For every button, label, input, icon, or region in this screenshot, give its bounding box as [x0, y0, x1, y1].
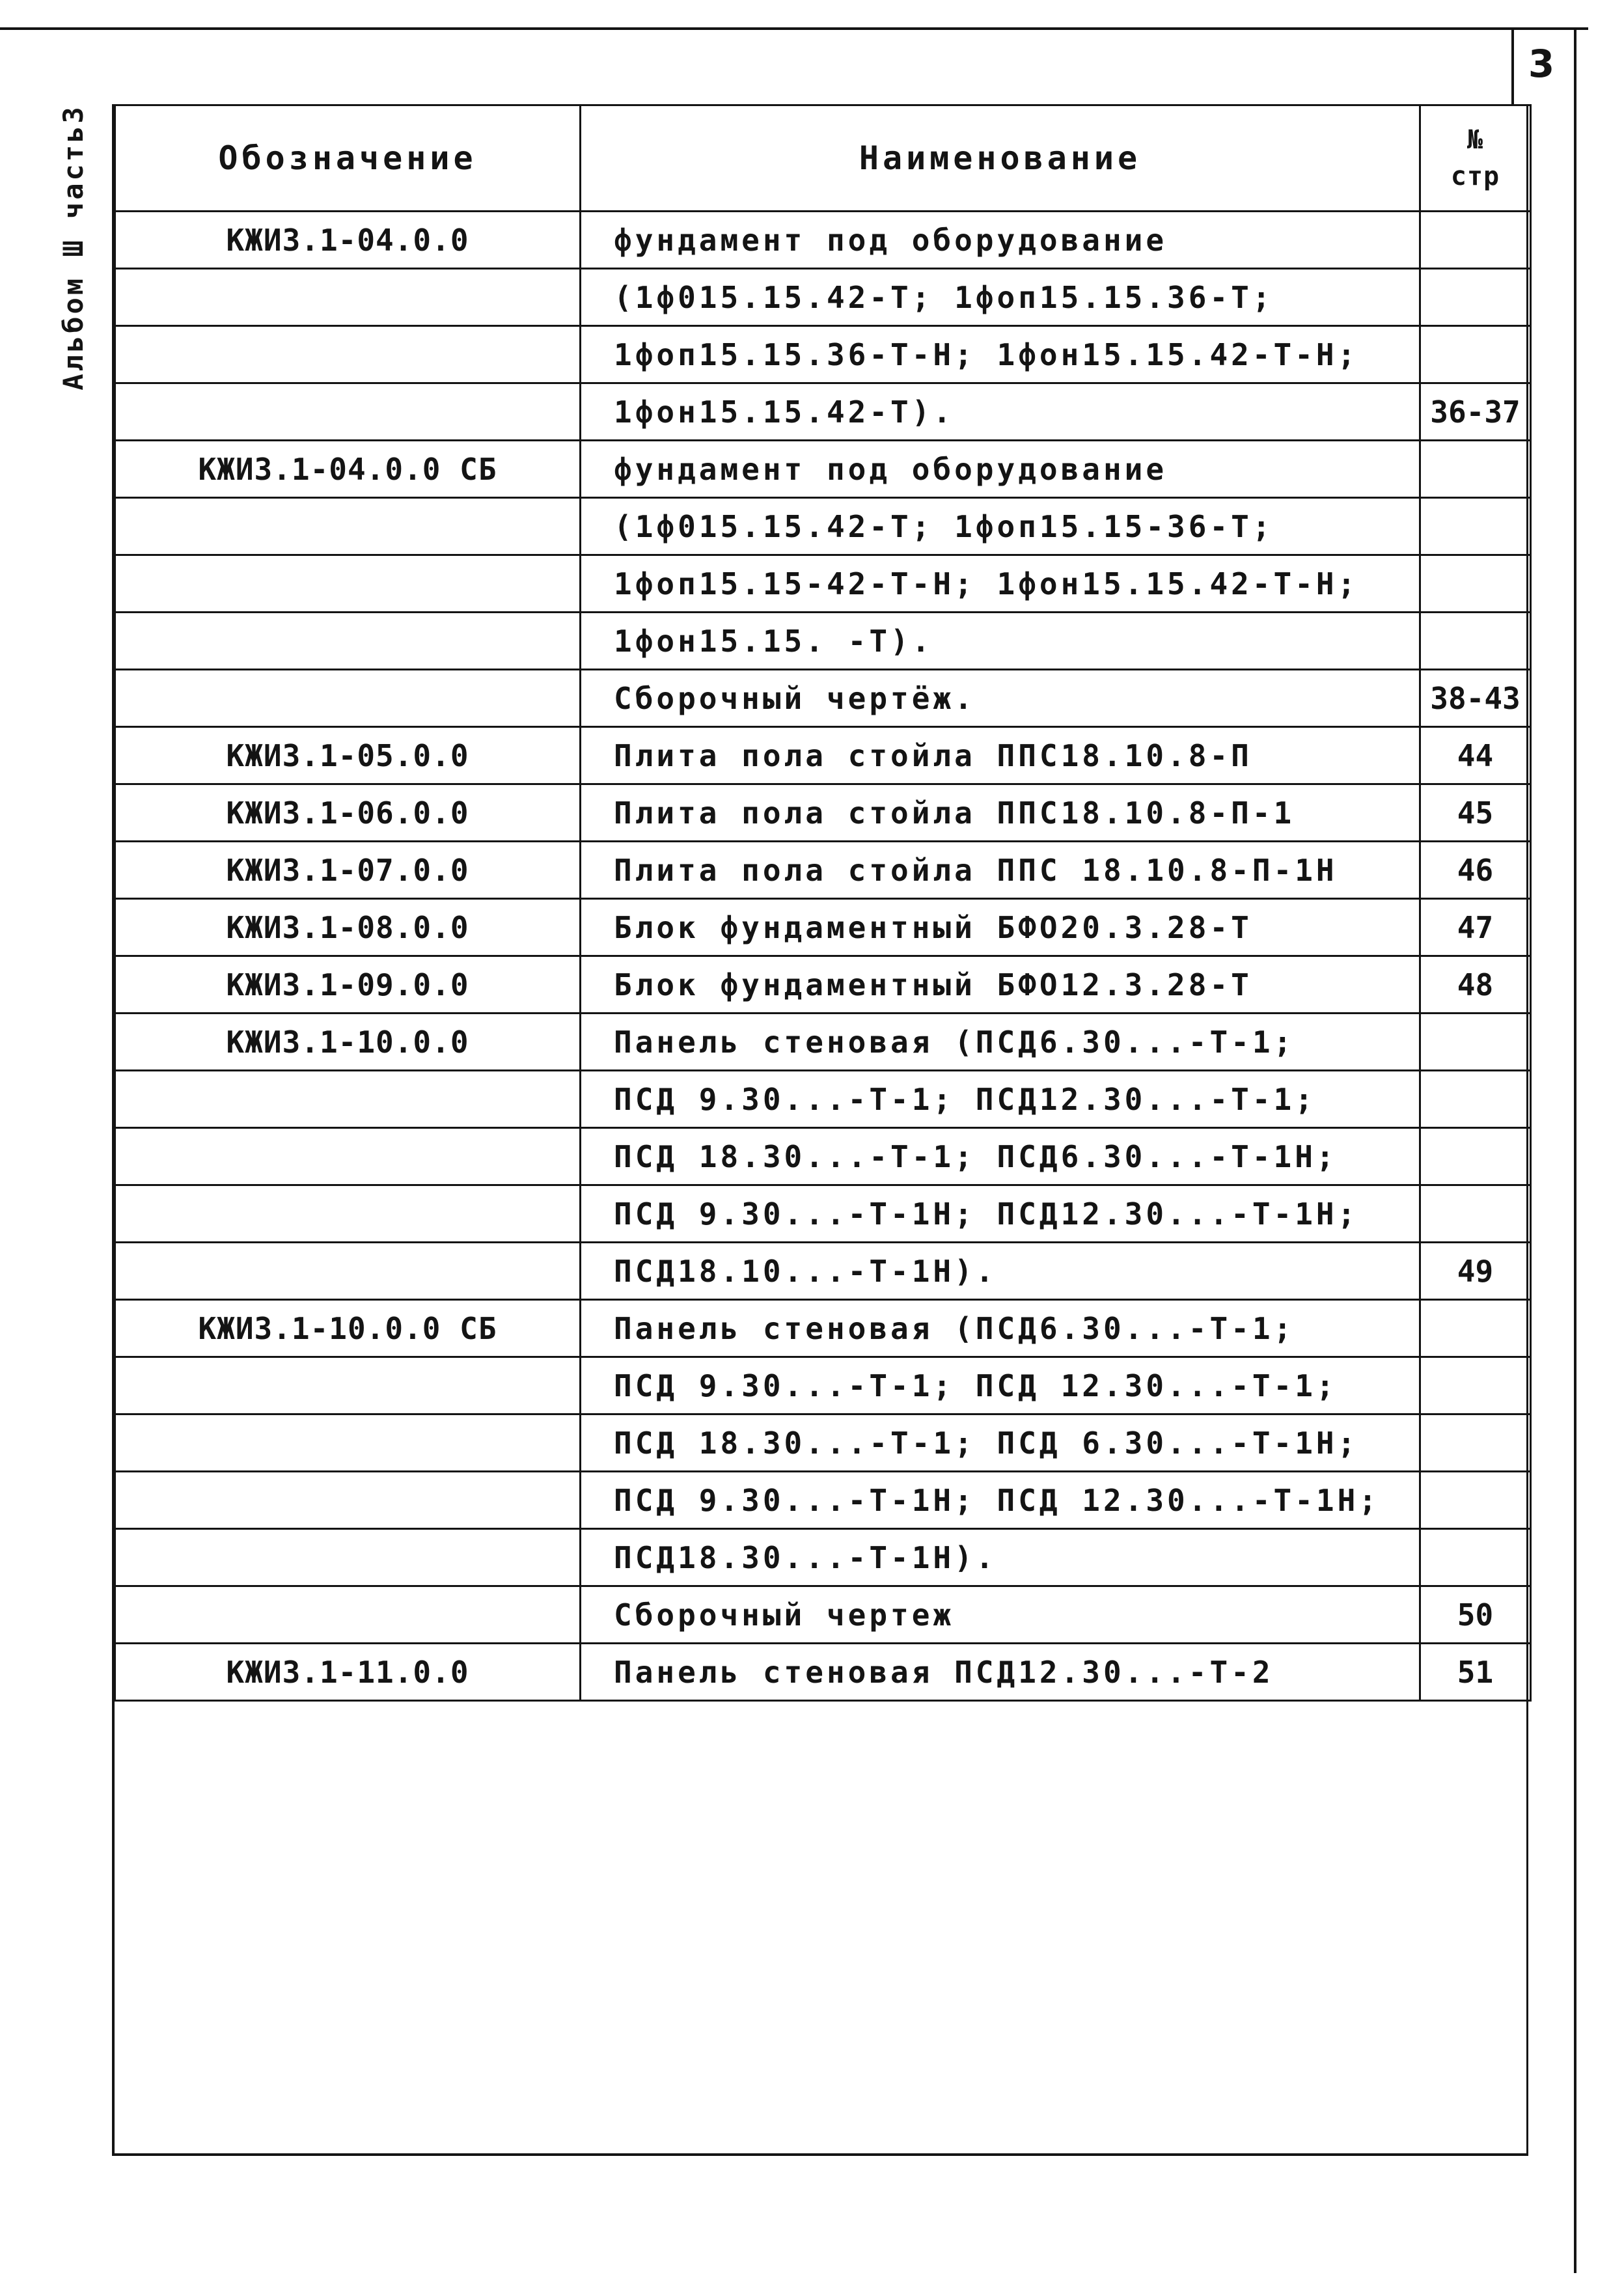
- page-cell: 44: [1420, 727, 1531, 784]
- page-cell: [1420, 326, 1531, 383]
- page-cell: 50: [1420, 1586, 1531, 1644]
- header-page-number-sign: №: [1466, 125, 1484, 155]
- page-cell: 36-37: [1420, 383, 1531, 441]
- designation-cell: [115, 613, 581, 670]
- table-row: [115, 383, 1531, 441]
- designation-cell: [115, 670, 581, 727]
- table-row: [115, 1014, 1531, 1071]
- name-cell: Блок фундаментный БФО20.3.28-Т: [581, 899, 1420, 956]
- designation-cell: КЖИ3.1-04.0.0 СБ: [115, 441, 581, 498]
- designation-cell: КЖИ3.1-09.0.0: [115, 956, 581, 1014]
- designation-cell: [115, 1071, 581, 1128]
- designation-cell: [115, 1357, 581, 1414]
- table-row: [115, 1243, 1531, 1300]
- name-cell: 1фоп15.15-42-Т-Н; 1фон15.15.42-Т-Н;: [581, 555, 1420, 613]
- designation-cell: КЖИ3.1-07.0.0: [115, 842, 581, 899]
- designation-cell: [115, 326, 581, 383]
- header-page-abbrev: стр: [1450, 161, 1500, 191]
- table-row: [115, 1300, 1531, 1357]
- designation-cell: [115, 1586, 581, 1644]
- header-page: [1420, 105, 1531, 212]
- designation-cell: [115, 1529, 581, 1586]
- page-cell: [1420, 1357, 1531, 1414]
- designation-cell: КЖИ3.1-05.0.0: [115, 727, 581, 784]
- table-row: [115, 1414, 1531, 1472]
- name-cell: Блок фундаментный БФО12.3.28-Т: [581, 956, 1420, 1014]
- frame-bottom-line: [112, 2153, 1528, 2156]
- name-cell: Плита пола стойла ППС18.10.8-П-1: [581, 784, 1420, 842]
- name-cell: фундамент под оборудование: [581, 212, 1420, 269]
- frame-right-line: [1574, 27, 1576, 2273]
- name-cell: ПСД 18.30...-Т-1; ПСД 6.30...-Т-1Н;: [581, 1414, 1420, 1472]
- page-cell: 38-43: [1420, 670, 1531, 727]
- table-row: [115, 784, 1531, 842]
- table-row: [115, 1071, 1531, 1128]
- designation-cell: [115, 1414, 581, 1472]
- designation-cell: КЖИ3.1-04.0.0: [115, 212, 581, 269]
- name-cell: 1фон15.15.42-Т).: [581, 383, 1420, 441]
- name-cell: Панель стеновая (ПСД6.30...-Т-1;: [581, 1014, 1420, 1071]
- page-cell: [1420, 1128, 1531, 1185]
- name-cell: фундамент под оборудование: [581, 441, 1420, 498]
- designation-cell: [115, 555, 581, 613]
- page-cell: 49: [1420, 1243, 1531, 1300]
- table-header-row: [115, 105, 1531, 212]
- page-cell: [1420, 1472, 1531, 1529]
- name-cell: Сборочный чертёж.: [581, 670, 1420, 727]
- name-cell: 1фоп15.15.36-Т-Н; 1фон15.15.42-Т-Н;: [581, 326, 1420, 383]
- name-cell: (1ф015.15.42-Т; 1фоп15.15.36-Т;: [581, 269, 1420, 326]
- name-cell: (1ф015.15.42-Т; 1фоп15.15-36-Т;: [581, 498, 1420, 555]
- header-designation: Обозначение: [115, 105, 581, 212]
- name-cell: ПСД18.30...-Т-1Н).: [581, 1529, 1420, 1586]
- table-row: [115, 613, 1531, 670]
- page-cell: 51: [1420, 1644, 1531, 1701]
- table-row: [115, 212, 1531, 269]
- name-cell: ПСД 18.30...-Т-1; ПСД6.30...-Т-1Н;: [581, 1128, 1420, 1185]
- name-cell: ПСД 9.30...-Т-1Н; ПСД12.30...-Т-1Н;: [581, 1185, 1420, 1243]
- designation-cell: КЖИ3.1-11.0.0: [115, 1644, 581, 1701]
- table-row: [115, 1357, 1531, 1414]
- table-row: [115, 1128, 1531, 1185]
- name-cell: Сборочный чертеж: [581, 1586, 1420, 1644]
- page-cell: [1420, 1529, 1531, 1586]
- designation-cell: КЖИ3.1-10.0.0: [115, 1014, 581, 1071]
- album-side-label: Альбом Ш часть3: [57, 104, 89, 391]
- designation-cell: [115, 269, 581, 326]
- page-cell: [1420, 498, 1531, 555]
- document-register-table: [114, 104, 1532, 2073]
- page-cell: 48: [1420, 956, 1531, 1014]
- name-cell: Панель стеновая (ПСД6.30...-Т-1;: [581, 1300, 1420, 1357]
- designation-cell: КЖИ3.1-10.0.0 СБ: [115, 1300, 581, 1357]
- page-cell: 47: [1420, 899, 1531, 956]
- designation-cell: [115, 383, 581, 441]
- table-row: [115, 269, 1531, 326]
- header-name: Наименование: [581, 105, 1420, 212]
- name-cell: ПСД18.10...-Т-1Н).: [581, 1243, 1420, 1300]
- table-row: [115, 555, 1531, 613]
- table-row: [115, 1529, 1531, 1586]
- page-cell: [1420, 1300, 1531, 1357]
- table-body: [115, 212, 1531, 1701]
- table-row: [115, 842, 1531, 899]
- name-cell: Плита пола стойла ППС 18.10.8-П-1Н: [581, 842, 1420, 899]
- designation-cell: [115, 498, 581, 555]
- table-row: [115, 727, 1531, 784]
- table-row: [115, 326, 1531, 383]
- table-row: [115, 1644, 1531, 1701]
- table-row: [115, 1586, 1531, 1644]
- table-row: [115, 1185, 1531, 1243]
- page-cell: [1420, 212, 1531, 269]
- designation-cell: КЖИ3.1-08.0.0: [115, 899, 581, 956]
- page-cell: [1420, 1185, 1531, 1243]
- page-cell: 46: [1420, 842, 1531, 899]
- designation-cell: КЖИ3.1-06.0.0: [115, 784, 581, 842]
- page-cell: 45: [1420, 784, 1531, 842]
- page-cell: [1420, 1414, 1531, 1472]
- name-cell: Плита пола стойла ППС18.10.8-П: [581, 727, 1420, 784]
- page-number: 3: [1528, 42, 1555, 86]
- page-cell: [1420, 1071, 1531, 1128]
- table-row: [115, 670, 1531, 727]
- page-cell: [1420, 269, 1531, 326]
- table-row: [115, 899, 1531, 956]
- frame-top-line: [0, 27, 1588, 30]
- name-cell: Панель стеновая ПСД12.30...-Т-2: [581, 1644, 1420, 1701]
- page-cell: [1420, 613, 1531, 670]
- designation-cell: [115, 1243, 581, 1300]
- page-cell: [1420, 555, 1531, 613]
- table-row: [115, 441, 1531, 498]
- table-row: [115, 1472, 1531, 1529]
- table-row: [115, 498, 1531, 555]
- page-cell: [1420, 441, 1531, 498]
- designation-cell: [115, 1128, 581, 1185]
- designation-cell: [115, 1185, 581, 1243]
- table-row: [115, 956, 1531, 1014]
- name-cell: 1фон15.15. -Т).: [581, 613, 1420, 670]
- designation-cell: [115, 1472, 581, 1529]
- empty-filler-row: [115, 1701, 1531, 2073]
- name-cell: ПСД 9.30...-Т-1Н; ПСД 12.30...-Т-1Н;: [581, 1472, 1420, 1529]
- name-cell: ПСД 9.30...-Т-1; ПСД 12.30...-Т-1;: [581, 1357, 1420, 1414]
- page-cell: [1420, 1014, 1531, 1071]
- name-cell: ПСД 9.30...-Т-1; ПСД12.30...-Т-1;: [581, 1071, 1420, 1128]
